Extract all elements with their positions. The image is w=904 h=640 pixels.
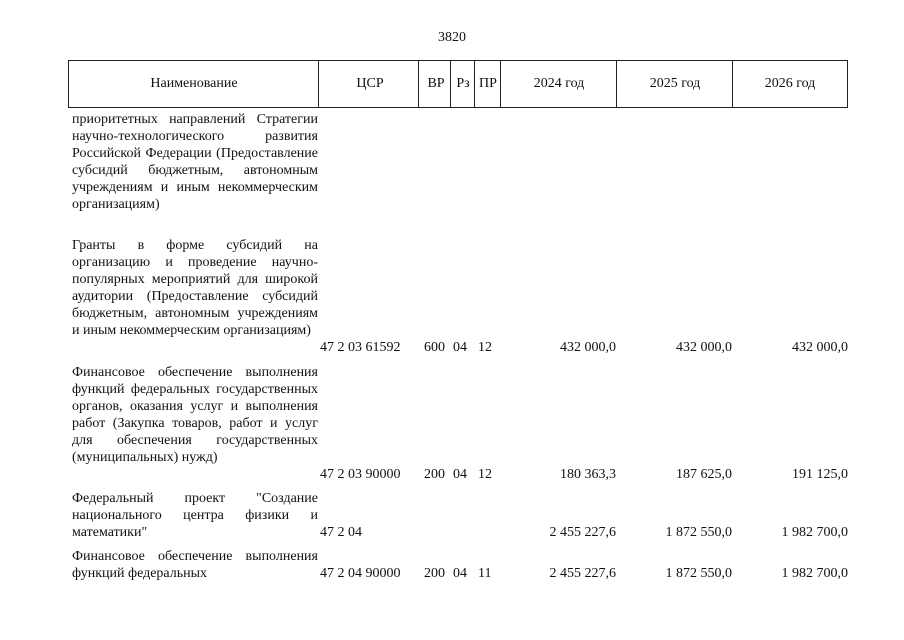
header-vr: ВР <box>427 76 445 91</box>
header-2025: 2025 год <box>649 76 701 91</box>
divider-rz-pr <box>474 60 475 108</box>
row-2025: 187 625,0 <box>676 467 732 482</box>
row-rz: 04 <box>453 467 467 482</box>
divider-2025-2026 <box>732 60 733 108</box>
row-pr: 12 <box>478 467 492 482</box>
row-2024: 432 000,0 <box>560 340 616 355</box>
row-name: приоритетных направлений Стратегии научно-технологического развития Российской Федерации (Предоставление субсидий бюджетным, автономным учреждениям и иным некоммерческим организациям) <box>72 112 318 212</box>
divider-pr-2024 <box>500 60 501 108</box>
row-name: Гранты в форме субсидий на организацию и проведение научно-популярных мероприятий для широкой аудитории (Предоставление субсидий бюджетным, автономным учреждениям и иным некоммерческим организациям) <box>72 238 318 338</box>
row-vr: 600 <box>424 340 445 355</box>
row-2026: 1 982 700,0 <box>781 566 848 581</box>
header-rz: Рз <box>456 76 470 91</box>
row-2024: 2 455 227,6 <box>549 525 616 540</box>
divider-2024-2025 <box>616 60 617 108</box>
row-2025: 1 872 550,0 <box>665 525 732 540</box>
row-pr: 11 <box>478 566 492 581</box>
row-2025: 432 000,0 <box>676 340 732 355</box>
row-vr: 200 <box>424 566 445 581</box>
row-2026: 1 982 700,0 <box>781 525 848 540</box>
divider-name-csr <box>318 60 319 108</box>
row-pr: 12 <box>478 340 492 355</box>
row-rz: 04 <box>453 340 467 355</box>
row-csr: 47 2 03 61592 <box>320 340 401 355</box>
row-vr: 200 <box>424 467 445 482</box>
header-name: Наименование <box>150 76 238 91</box>
row-2024: 180 363,3 <box>560 467 616 482</box>
header-pr: ПР <box>479 76 497 91</box>
row-2025: 1 872 550,0 <box>665 566 732 581</box>
row-rz: 04 <box>453 566 467 581</box>
header-csr: ЦСР <box>356 76 384 91</box>
row-2026: 191 125,0 <box>792 467 848 482</box>
divider-csr-vr <box>418 60 419 108</box>
table-header <box>68 60 848 108</box>
header-2024: 2024 год <box>533 76 585 91</box>
page-number: 3820 <box>438 30 466 45</box>
row-csr: 47 2 04 90000 <box>320 566 401 581</box>
row-csr: 47 2 03 90000 <box>320 467 401 482</box>
divider-vr-rz <box>450 60 451 108</box>
row-csr: 47 2 04 <box>320 525 362 540</box>
row-2024: 2 455 227,6 <box>549 566 616 581</box>
header-2026: 2026 год <box>764 76 816 91</box>
row-2026: 432 000,0 <box>792 340 848 355</box>
row-name: Федеральный проект "Создание национального центра физики и математики" <box>72 491 318 540</box>
row-name: Финансовое обеспечение выполнения функций федеральных <box>72 549 318 581</box>
row-name: Финансовое обеспечение выполнения функций федеральных государственных органов, оказания услуг и выполнения работ (Закупка товаров, работ и услуг для обеспечения государственных (муниципальных) нужд) <box>72 365 318 465</box>
